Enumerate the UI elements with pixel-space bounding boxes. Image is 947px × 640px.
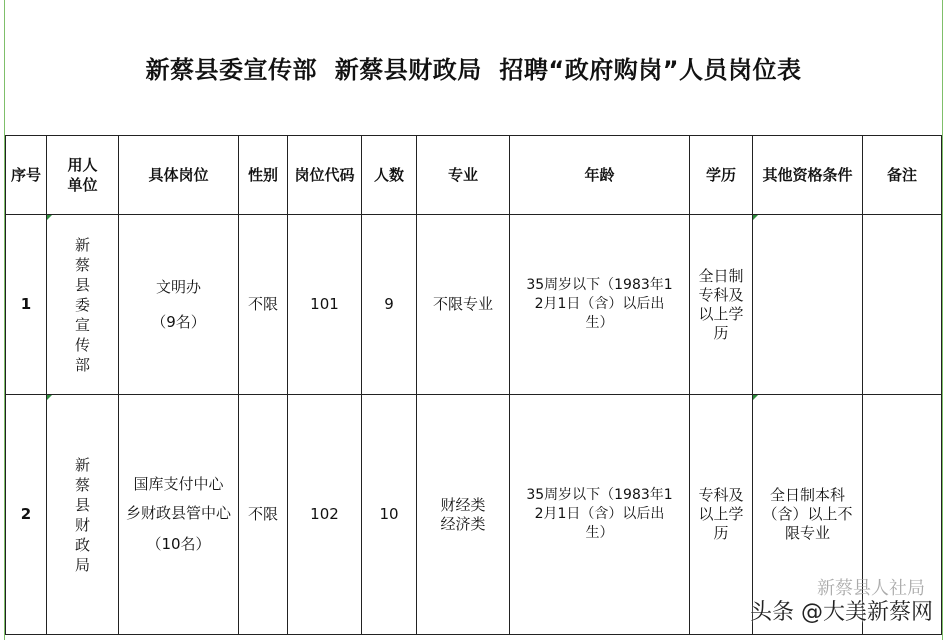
cell-unit: 新蔡县财政局 xyxy=(47,395,119,635)
page-title: 新蔡县委宣传部 新蔡县财政局 招聘“政府购岗”人员岗位表 xyxy=(145,56,802,84)
header-education: 学历 xyxy=(690,136,753,215)
sheet-right-edge xyxy=(942,0,943,640)
cell-other: 全日制本科（含）以上不限专业 xyxy=(753,395,863,635)
cell-code: 101 xyxy=(288,215,362,395)
cell-count: 10 xyxy=(362,395,417,635)
cell-major: 不限专业 xyxy=(417,215,510,395)
header-remark: 备注 xyxy=(863,136,942,215)
header-other: 其他资格条件 xyxy=(753,136,863,215)
cell-code: 102 xyxy=(288,395,362,635)
cell-gender: 不限 xyxy=(239,215,288,395)
header-index: 序号 xyxy=(6,136,47,215)
header-age: 年龄 xyxy=(510,136,690,215)
cell-remark xyxy=(863,215,942,395)
cell-education: 专科及以上学历 xyxy=(690,395,753,635)
table-row xyxy=(6,215,942,395)
header-row xyxy=(6,136,942,215)
header-gender: 性别 xyxy=(239,136,288,215)
header-code: 岗位代码 xyxy=(288,136,362,215)
cell-index: 1 xyxy=(6,215,47,395)
cell-gender: 不限 xyxy=(239,395,288,635)
cell-age: 35周岁以下（1983年12月1日（含）以后出生） xyxy=(510,395,690,635)
header-major: 专业 xyxy=(417,136,510,215)
watermark: 头条 @大美新蔡网 xyxy=(750,600,933,625)
cell-age: 35周岁以下（1983年12月1日（含）以后出生） xyxy=(510,215,690,395)
cell-unit: 新蔡县委宣传部 xyxy=(47,215,119,395)
cell-position: 文明办 （9名） xyxy=(119,215,239,395)
header-position: 具体岗位 xyxy=(119,136,239,215)
header-count: 人数 xyxy=(362,136,417,215)
cell-major: 财经类经济类 xyxy=(417,395,510,635)
watermark-secondary: 新蔡县人社局 xyxy=(817,578,925,599)
cell-count: 9 xyxy=(362,215,417,395)
header-unit: 用人单位 xyxy=(47,136,119,215)
position-table xyxy=(5,135,942,635)
cell-index: 2 xyxy=(6,395,47,635)
cell-other xyxy=(753,215,863,395)
cell-education: 全日制专科及以上学历 xyxy=(690,215,753,395)
cell-position: 国库支付中心 乡财政县管中心 （10名） xyxy=(119,395,239,635)
